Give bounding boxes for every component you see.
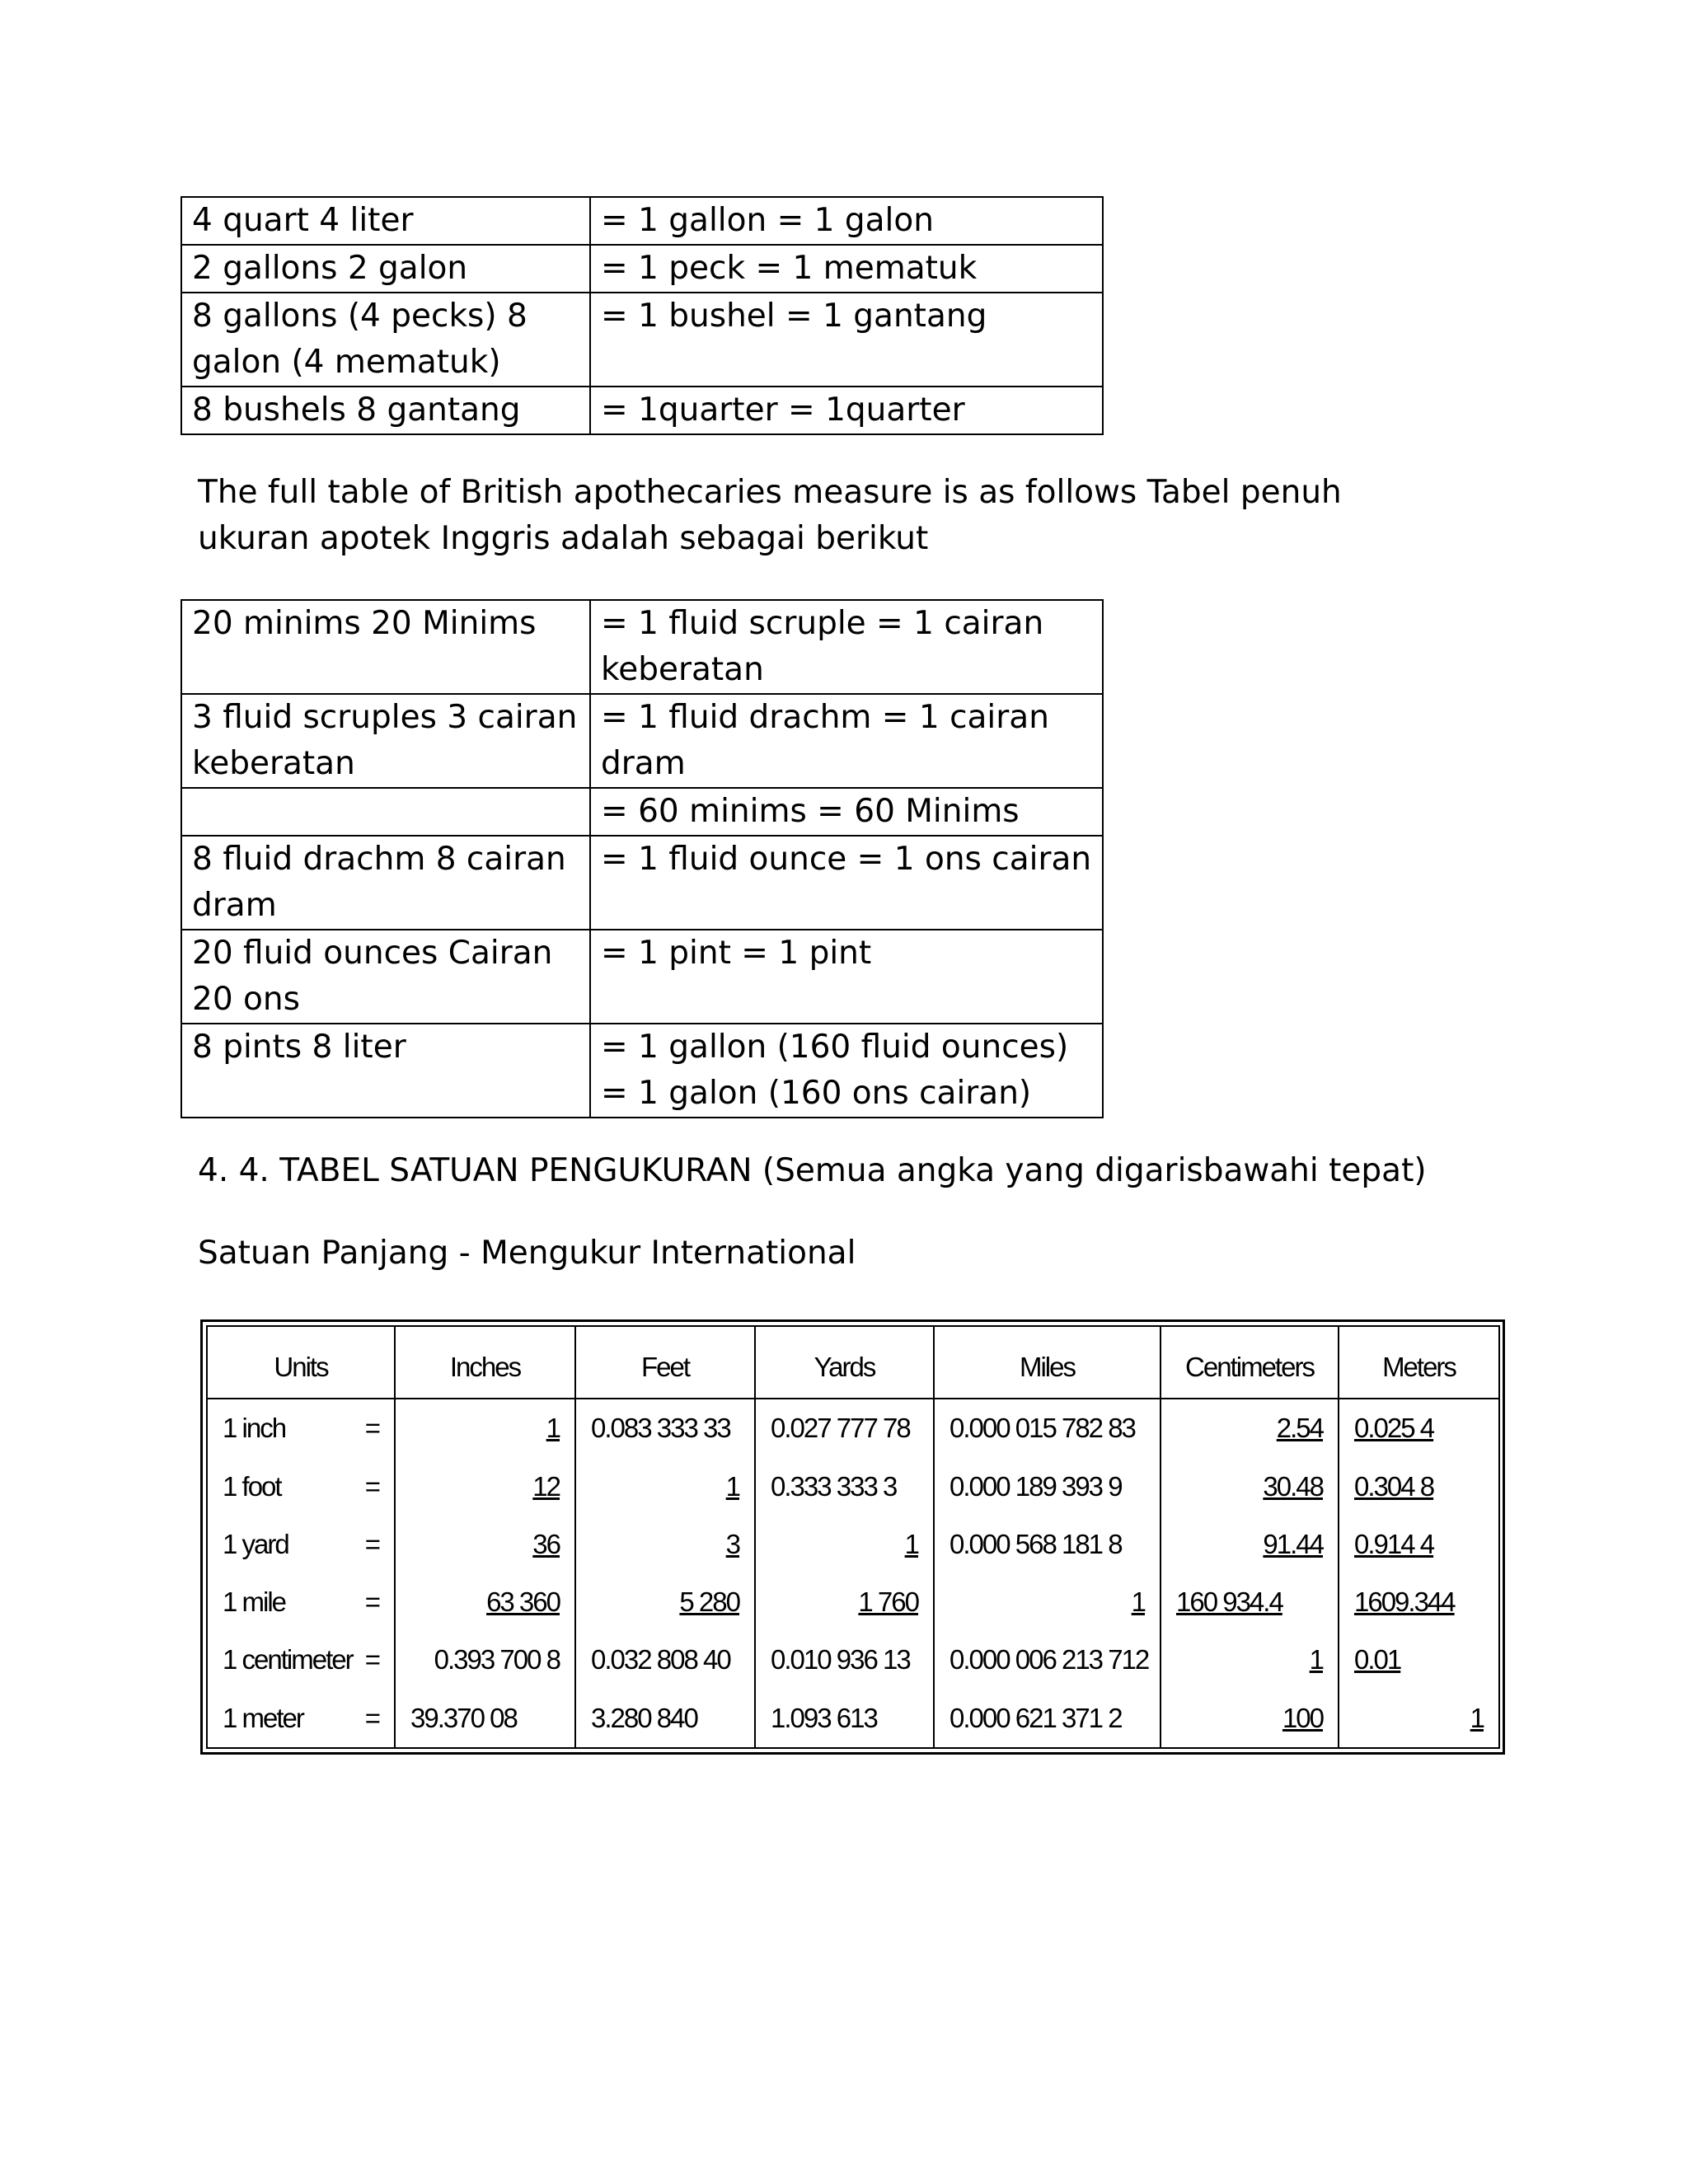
table-cell-right: = 1 pint = 1 pint: [590, 930, 1103, 1024]
unit-cell: [207, 1631, 395, 1689]
table-cell-left: 3 fluid scruples 3 cairan keberatan: [181, 694, 590, 788]
equals-sign: =: [364, 1702, 379, 1733]
feet-value: 0.083 333 33: [591, 1413, 730, 1444]
unit-label: 1 mile: [223, 1586, 286, 1617]
centimeters-value: 160 934.4: [1176, 1586, 1282, 1617]
centimeters-value: 91.44: [1263, 1528, 1323, 1559]
table-row: [181, 1024, 1103, 1118]
table-row: [181, 387, 1103, 434]
length-units-table-frame: [200, 1319, 1505, 1755]
table-cell-left: 8 fluid drachm 8 cairan dram: [181, 836, 590, 930]
table-row: [181, 600, 1103, 694]
intro-paragraph: The full table of British apothecaries measure is as follows Tabel penuh ukuran apotek Inggris adalah sebagai berikut: [198, 474, 1342, 557]
length-units-table: [206, 1325, 1500, 1749]
dry-measure-table: [181, 196, 1104, 435]
inches-value: 12: [532, 1470, 560, 1502]
table-row: [181, 930, 1103, 1024]
table-cell-right: = 1 fluid drachm = 1 cairan dram: [590, 694, 1103, 788]
table-cell-left: 4 quart 4 liter: [181, 197, 590, 245]
unit-cell: [207, 1399, 395, 1458]
unit-label: 1 meter: [223, 1702, 303, 1733]
yards-value: 0.333 333 3: [771, 1470, 897, 1502]
table-cell-left: 8 bushels 8 gantang: [181, 387, 590, 434]
meters-value: 0.304 8: [1354, 1470, 1434, 1502]
inches-value: 36: [532, 1528, 560, 1559]
section-heading: 4. 4. TABEL SATUAN PENGUKURAN (Semua angka yang digarisbawahi tepat): [198, 1152, 1427, 1189]
table-row: [207, 1516, 1499, 1573]
miles-value: 0.000 189 393 9: [950, 1470, 1122, 1502]
header-miles: Miles: [934, 1326, 1160, 1399]
meters-value: 0.01: [1354, 1644, 1401, 1675]
table-row: [181, 293, 1103, 387]
table-cell-right: = 1 gallon (160 fluid ounces) = 1 galon (160 ons cairan): [590, 1024, 1103, 1118]
equals-sign: =: [364, 1470, 379, 1502]
table-row: [207, 1573, 1499, 1631]
unit-cell: [207, 1689, 395, 1748]
table-row: [207, 1399, 1499, 1458]
header-row: [207, 1326, 1499, 1399]
centimeters-value: 2.54: [1276, 1413, 1323, 1444]
table-cell-right: = 1 peck = 1 mematuk: [590, 245, 1103, 293]
header-centimeters: Centimeters: [1160, 1326, 1339, 1399]
table-cell-left: 8 pints 8 liter: [181, 1024, 590, 1118]
table-cell-right: = 1 gallon = 1 galon: [590, 197, 1103, 245]
subheading: Satuan Panjang - Mengukur International: [198, 1235, 856, 1272]
inches-value: 63 360: [486, 1586, 560, 1617]
table-row: [207, 1631, 1499, 1689]
table-row: [181, 788, 1103, 836]
table-row: [207, 1458, 1499, 1516]
feet-value: 3.280 840: [591, 1702, 697, 1733]
feet-value: 5 280: [679, 1586, 739, 1617]
yards-value: 0.010 936 13: [771, 1644, 910, 1675]
header-units: Units: [207, 1326, 395, 1399]
miles-value: 0.000 006 213 712: [950, 1644, 1149, 1675]
table-row: [181, 694, 1103, 788]
table-cell-right: = 1 fluid scruple = 1 cairan keberatan: [590, 600, 1103, 694]
table-row: [181, 836, 1103, 930]
centimeters-value: 100: [1282, 1702, 1323, 1733]
apothecaries-table-wrap: [181, 599, 1104, 1118]
inches-value: 39.370 08: [410, 1702, 517, 1733]
equals-sign: =: [364, 1528, 379, 1559]
yards-value: 0.027 777 78: [771, 1413, 910, 1444]
table-cell-left: 20 fluid ounces Cairan 20 ons: [181, 930, 590, 1024]
table-cell-left: 2 gallons 2 galon: [181, 245, 590, 293]
miles-value: 0.000 015 782 83: [950, 1413, 1135, 1444]
inches-value: 0.393 700 8: [434, 1644, 560, 1675]
table-cell-left: 20 minims 20 Minims: [181, 600, 590, 694]
yards-value: 1 760: [858, 1586, 918, 1617]
unit-label: 1 foot: [223, 1470, 281, 1502]
miles-value: 0.000 568 181 8: [950, 1528, 1122, 1559]
unit-cell: [207, 1516, 395, 1573]
unit-cell: [207, 1573, 395, 1631]
table-cell-right: = 1 fluid ounce = 1 ons cairan: [590, 836, 1103, 930]
equals-sign: =: [364, 1413, 379, 1444]
meters-value: 1609.344: [1354, 1586, 1455, 1617]
header-feet: Feet: [575, 1326, 755, 1399]
table-row: [207, 1689, 1499, 1748]
feet-value: 1: [725, 1470, 739, 1502]
table-cell-right: = 1 bushel = 1 gantang: [590, 293, 1103, 387]
miles-value: 1: [1131, 1586, 1145, 1617]
header-meters: Meters: [1339, 1326, 1499, 1399]
table-row: [181, 245, 1103, 293]
miles-value: 0.000 621 371 2: [950, 1702, 1122, 1733]
header-inches: Inches: [395, 1326, 575, 1399]
centimeters-value: 30.48: [1263, 1470, 1323, 1502]
table-row: [181, 197, 1103, 245]
meters-value: 1: [1470, 1702, 1484, 1733]
centimeters-value: 1: [1309, 1644, 1323, 1675]
table-cell-left: [181, 788, 590, 836]
dry-measure-table-wrap: [181, 196, 1104, 435]
equals-sign: =: [364, 1644, 379, 1675]
inches-value: 1: [546, 1413, 560, 1444]
header-yards: Yards: [755, 1326, 934, 1399]
apothecaries-table: [181, 599, 1104, 1118]
table-cell-left: 8 gallons (4 pecks) 8 galon (4 mematuk): [181, 293, 590, 387]
yards-value: 1.093 613: [771, 1702, 877, 1733]
unit-label: 1 inch: [223, 1413, 286, 1444]
feet-value: 3: [725, 1528, 739, 1559]
unit-label: 1 centimeter: [223, 1644, 353, 1675]
table-cell-right: = 1quarter = 1quarter: [590, 387, 1103, 434]
table-cell-right: = 60 minims = 60 Minims: [590, 788, 1103, 836]
feet-value: 0.032 808 40: [591, 1644, 730, 1675]
equals-sign: =: [364, 1586, 379, 1617]
unit-label: 1 yard: [223, 1528, 288, 1559]
yards-value: 1: [904, 1528, 918, 1559]
meters-value: 0.025 4: [1354, 1413, 1434, 1444]
unit-cell: [207, 1458, 395, 1516]
meters-value: 0.914 4: [1354, 1528, 1434, 1559]
